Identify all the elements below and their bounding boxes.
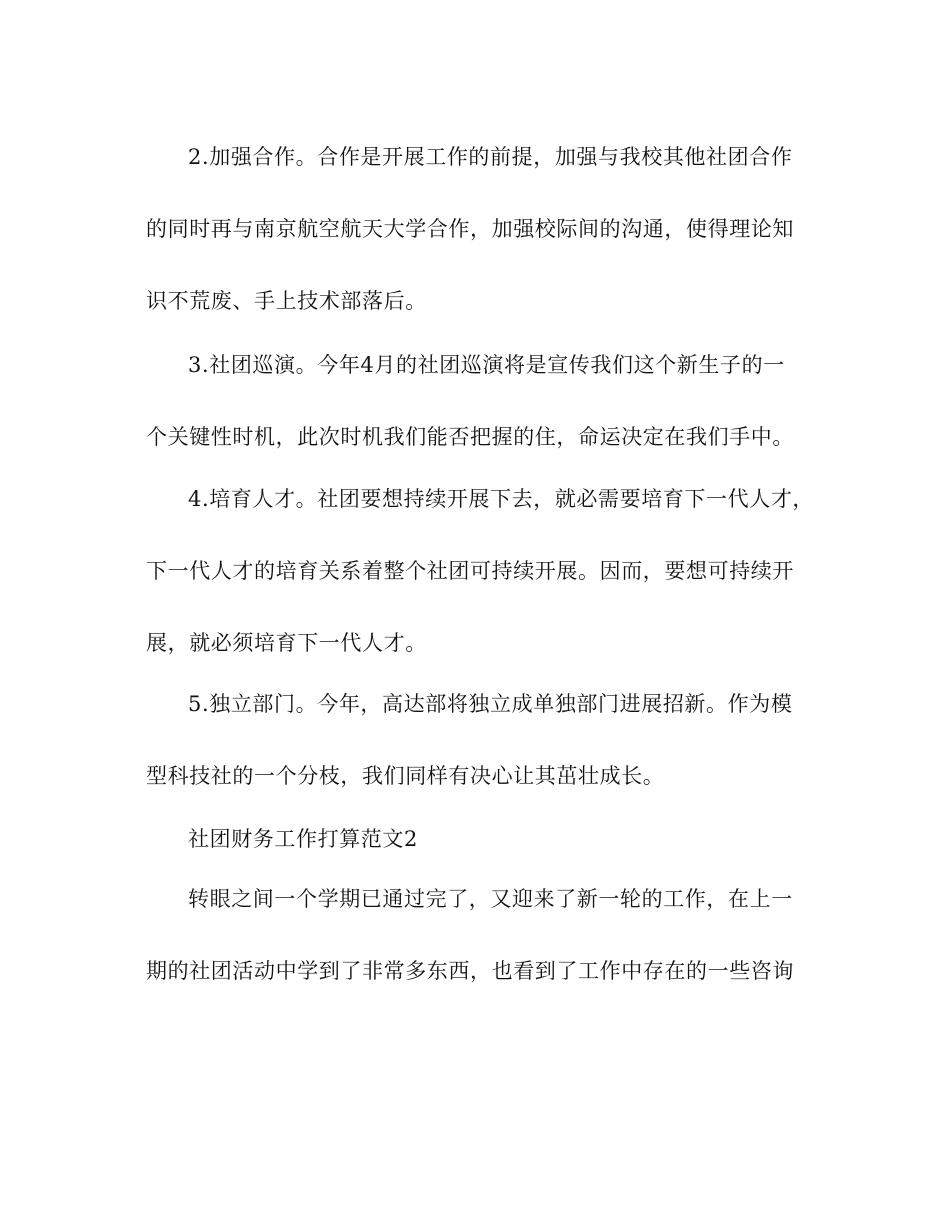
paragraph-2-line-2: 的同时再与南京航空航天大学合作，加强校际间的沟通，使得理论知 [146,217,794,241]
section-heading: 社团财务工作打算范文2 [188,827,418,851]
paragraph-3-line-1: 3.社团巡演。今年4月的社团巡演将是宣传我们这个新生子的一 [188,353,785,377]
paragraph-6-line-1: 转眼之间一个学期已通过完了，又迎来了新一轮的工作，在上一 [188,887,793,911]
paragraph-6-line-2: 期的社团活动中学到了非常多东西，也看到了工作中存在的一些咨询 [146,959,794,983]
paragraph-5-line-2: 型科技社的一个分枝，我们同样有决心让其茁壮成长。 [146,764,665,788]
paragraph-4-line-1: 4.培育人才。社团要想持续开展下去，就必需要培育下一代人才， [188,487,815,511]
paragraph-2-line-1: 2.加强合作。合作是开展工作的前提，加强与我校其他社团合作 [188,145,793,169]
paragraph-4-line-2: 下一代人才的培育关系着整个社团可持续开展。因而，要想可持续开 [146,559,794,583]
paragraph-3-line-2: 个关键性时机，此次时机我们能否把握的住，命运决定在我们手中。 [146,425,794,449]
paragraph-2-line-3: 识不荒废、手上技术部落后。 [146,289,427,313]
paragraph-4-line-3: 展，就必须培育下一代人才。 [146,631,427,655]
paragraph-5-line-1: 5.独立部门。今年，高达部将独立成单独部门进展招新。作为模 [188,692,793,716]
